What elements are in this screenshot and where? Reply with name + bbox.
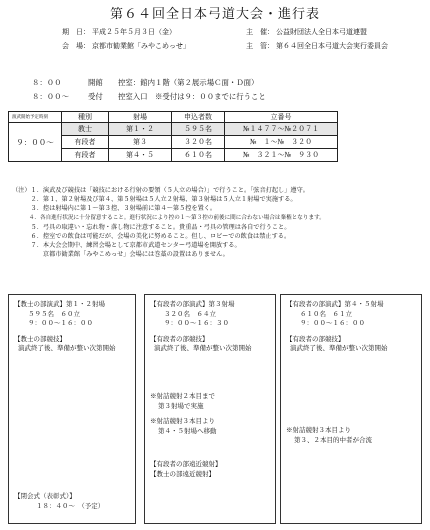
organizer-value: 第６４回全日本弓道大会実行委員会 [276, 42, 388, 50]
schedule-table [8, 111, 338, 162]
page-title: 第６４回全日本弓道大会・進行表 [109, 7, 320, 22]
table-header-range: 射場 [109, 112, 172, 123]
schedule-time-open: ８：００ [32, 78, 62, 87]
dan45-comp-text: 演武終了後、準備が整い次第開始 [290, 344, 388, 353]
table-header-numbers: 立番号 [225, 112, 338, 123]
host-label: 主 催： [246, 28, 274, 36]
dan3-time: ９：００～１６：３０ [164, 319, 229, 328]
schedule-event-reception: 受付 [88, 92, 103, 101]
dan45-count: ６１０名 ６１立 [300, 309, 352, 318]
table-cell-range: 第１・２ [109, 123, 172, 136]
table-cell-numbers: №１４７７～№２０７１ [225, 123, 338, 136]
note-line: ６．控室での飲食は可能だが、会場の美化に努めること。但し、ロビーでの飲食は禁止する。 [12, 233, 291, 241]
host-value: 公益財団法人全日本弓道連盟 [276, 28, 367, 36]
dan3-note1b: 第３射場で実施 [158, 401, 204, 410]
table-cell-category: 教士 [62, 123, 109, 136]
organizer-label: 主 管： [246, 42, 274, 50]
dan3-comp-text: 演武終了後、準備が整い次第開始 [154, 344, 252, 353]
table-cell-numbers: № １～№ ３２０ [225, 136, 338, 149]
dan45-comp-heading: 【有段者の部競技】 [286, 334, 345, 343]
column-dan-45 [286, 300, 388, 354]
schedule-detail-open: 控室：館内１階（第２展示場Ｃ面・Ｄ面） [118, 78, 259, 87]
dan3-note1a: ※射詰競射２本目まで [150, 392, 215, 400]
note-line: ４．各自進行状況に十分留意すること。進行状況により控の１～第３控の前後に間に合わない場合は棄権となります。 [12, 214, 325, 221]
dan3-notes [150, 392, 217, 436]
date-value: 平成２５年５月３日（金） [92, 28, 176, 36]
teachers-comp-text: 演武終了後、準備が整い次第開始 [18, 344, 116, 353]
table-cell-count: ６１０名 [172, 149, 225, 162]
table-start-time: ９：００～ [9, 123, 62, 162]
notes [12, 186, 325, 260]
note-line: （注）１．演武及び競技は「競技における行射の要領（５人立の場合）」で行うこと。「弦音打起し」遵守。 [12, 187, 309, 194]
table-header-category: 種別 [62, 112, 109, 123]
teachers-heading: 【教士の部演武】第１・２射場 [14, 300, 105, 308]
teachers-count: ５９５名 ６０立 [28, 309, 80, 318]
dan3-heading: 【有段者の部演武】第３射場 [150, 300, 235, 308]
dan3-note2b: 第４・５射場へ移動 [158, 426, 217, 435]
ceremony-heading: 【閉会式（表彰式）】 [14, 492, 76, 500]
dan3-comp-heading: 【有段者の部競技】 [150, 334, 209, 343]
dan45-notes [286, 426, 372, 445]
table-cell-range: 第４・５ [109, 149, 172, 162]
schedule-detail-reception: 控室入口 ※受付は９：００までに行うこと [118, 92, 266, 101]
ceremony-time: １８：４０～ （予定） [36, 501, 105, 510]
dan45-note1b: 第３、２本目的中者が合流 [294, 435, 372, 444]
table-cell-count: ５９５名 [172, 123, 225, 136]
venue-label: 会 場： [62, 42, 90, 50]
dan3-close2: 【教士の部遠近競射】 [150, 469, 215, 478]
teachers-comp-heading: 【教士の部競技】 [14, 334, 66, 343]
table-header-count: 申込者数 [172, 112, 225, 123]
column-dan-3 [150, 300, 252, 354]
table-cell-category: 有段者 [62, 149, 109, 162]
note-line: ２．第１、第２射場及び第４、第５射場は５人立２射場、第３射場は５人立１射場で実施する。 [12, 196, 297, 204]
table-cell-range: 第３ [109, 136, 172, 149]
table-cell-numbers: № ３２１～№ ９３０ [225, 149, 338, 162]
table-row [9, 123, 338, 136]
dan3-close1: 【有段者の部遠近競射】 [150, 460, 222, 468]
teachers-time: ９：００～１６：００ [28, 319, 93, 328]
dan45-heading: 【有段者の部演武】第４・５射場 [286, 300, 384, 308]
dan3-note2a: ※射詰競射３本目より [150, 417, 215, 426]
schedule-event-open: 開館 [88, 78, 103, 87]
dan3-count: ３２０名 ６４立 [164, 309, 216, 318]
note-line: ５．弓具の取違い・忘れ物・落し物に注意すること。貴重品・弓具の管理は各自で行うこと。 [12, 223, 291, 231]
dan3-closing [150, 460, 222, 479]
ceremony [14, 492, 104, 511]
table-cell-category: 有段者 [62, 136, 109, 149]
dan45-note1a: ※射詰競射３本目より [286, 426, 351, 434]
note-line: ７．本大会会期中、練習会場として京都市武道センター弓道場を開放する。 [12, 242, 241, 250]
table-cell-count: ３２０名 [172, 136, 225, 149]
table-corner-label: 演武開始予定時刻 [9, 112, 62, 123]
note-line: ３．控は射場内に第１～第３控、３射場前に第４～第５控を置く。 [12, 205, 217, 213]
column-teachers [14, 300, 116, 354]
dan45-time: ９：００～１６：００ [300, 319, 365, 328]
date-label: 期 日： [62, 28, 90, 36]
venue-value: 京都市勧業館「みやこめっせ」 [92, 42, 190, 50]
schedule-time-reception: ８：００～ [32, 92, 69, 101]
note-line: 京都市勧業館「みやこめっせ」会場には巻藁の設置はありません。 [12, 251, 229, 259]
